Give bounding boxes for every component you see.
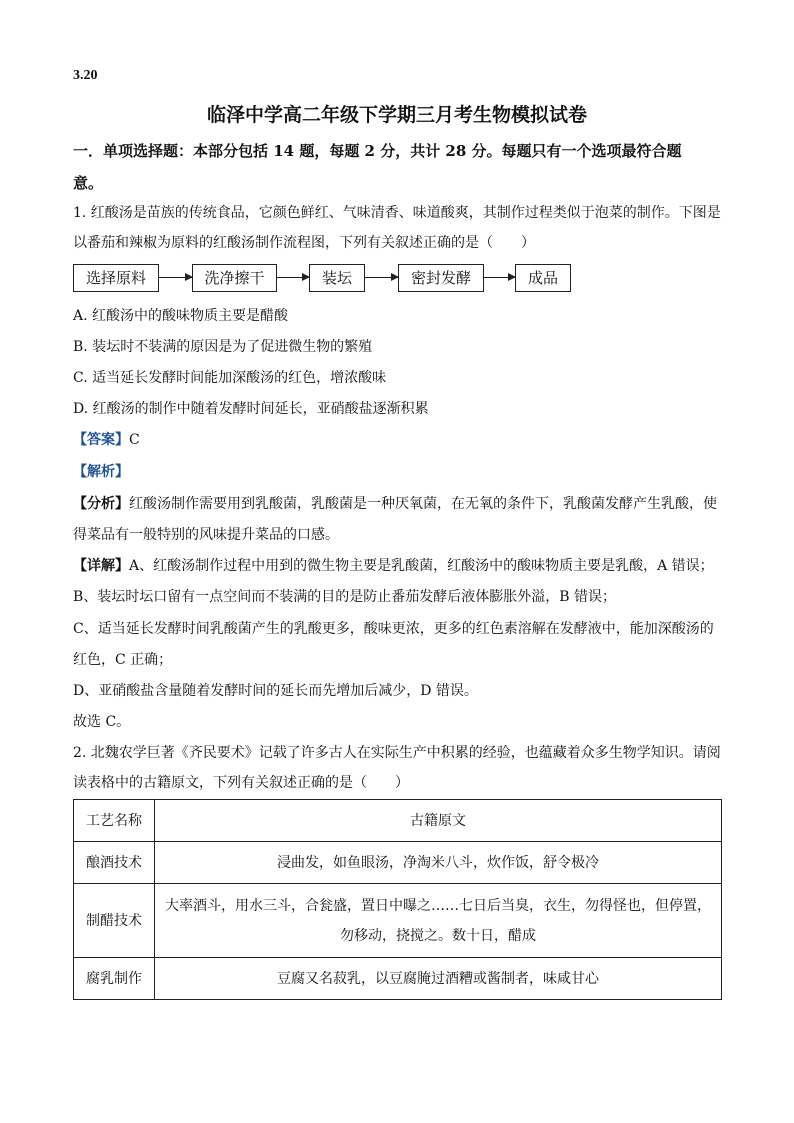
flow-step-jar: 装坛 (309, 264, 365, 292)
flow-arrow-icon (159, 277, 192, 278)
q1-option-d: D. 红酸汤的制作中随着发酵时间延长，亚硝酸盐逐渐积累 (73, 401, 429, 417)
flow-step-product: 成品 (515, 264, 571, 292)
q1-fenxi-line2: 得菜品有一般特别的风味提升菜品的口感。 (73, 527, 339, 543)
q1-fenxi-line1 (73, 494, 717, 514)
q1-conclusion: 故选 C。 (73, 714, 131, 730)
q1-option-c: C. 适当延长发酵时间能加深酸汤的红色，增浓酸味 (73, 370, 387, 386)
answer-tag: 【答案】 (73, 432, 129, 448)
table-cell-name: 腐乳制作 (74, 958, 155, 1000)
table-cell-text (155, 884, 722, 958)
q1-line-b: B、装坛时坛口留有一点空间而不装满的目的是防止番茄发酵后液体膨胀外溢，B 错误； (73, 589, 617, 605)
q1-xiangjie-line1 (73, 556, 714, 576)
q1-line-d: D、亚硝酸盐含量随着发酵时间的延长而先增加后减少，D 错误。 (73, 683, 478, 699)
table-cell-name: 制醋技术 (74, 884, 155, 958)
analysis-tag: 【解析】 (73, 464, 129, 480)
xiangjie-text: A、红酸汤制作过程中用到的微生物主要是乳酸菌，红酸汤中的酸味物质主要是乳酸，A 错误； (129, 558, 714, 574)
fenxi-text: 红酸汤制作需要用到乳酸菌，乳酸菌是一种厌氧菌，在无氧的条件下，乳酸菌发酵产生乳酸，使 (129, 496, 717, 512)
q2-stem-line1: 2. 北魏农学巨著《齐民要术》记载了许多古人在实际生产中积累的经验，也蕴藏着众多生物学知识。请阅 (73, 745, 721, 761)
table-cell-text: 豆腐又名菽乳，以豆腐腌过酒糟或酱制者，味咸甘心 (155, 958, 722, 1000)
flow-arrow-icon (277, 277, 309, 278)
flow-step-select: 选择原料 (73, 264, 159, 292)
table-header-cell: 工艺名称 (74, 800, 155, 842)
q1-line-c2: 红色，C 正确； (73, 652, 173, 668)
table-cell-text-line1: 大率酒斗，用水三斗，合瓮盛，置日中曝之……七日后当臭，衣生，勿得怪也，但停置， (165, 897, 711, 914)
answer-value: C (129, 432, 140, 448)
flow-arrow-icon (365, 277, 398, 278)
q1-option-a: A. 红酸汤中的酸味物质主要是醋酸 (73, 308, 289, 324)
flow-arrow-icon (484, 277, 515, 278)
section-heading-line1: 一．单项选择题：本部分包括 14 题，每题 2 分，共计 28 分。每题只有一个选项最符合题 (73, 142, 682, 160)
ancient-text-table (73, 799, 722, 1000)
page-title: 临泽中学高二年级下学期三月考生物模拟试卷 (206, 104, 587, 126)
table-cell-text: 浸曲发，如鱼眼汤，净淘米八斗，炊作饭，舒令极冷 (155, 842, 722, 884)
section-heading-line2: 意。 (73, 174, 104, 192)
q1-stem-line1: 1. 红酸汤是苗族的传统食品，它颜色鲜红、气味清香、味道酸爽，其制作过程类似于泡菜的制作。下图是 (73, 205, 721, 221)
table-header-cell: 古籍原文 (155, 800, 722, 842)
table-row (74, 884, 722, 958)
table-cell-name: 酿酒技术 (74, 842, 155, 884)
table-row (74, 958, 722, 1000)
q1-line-c1: C、适当延长发酵时间乳酸菌产生的乳酸更多，酸味更浓，更多的红色素溶解在发酵液中，能加深酸汤的 (73, 621, 714, 637)
table-cell-text-line2: 勿移动，挠搅之。数十日，醋成 (340, 927, 536, 944)
q1-answer (73, 430, 140, 450)
flow-step-wash: 洗净擦干 (192, 264, 277, 292)
flow-step-ferment: 密封发酵 (398, 264, 484, 292)
table-row (74, 842, 722, 884)
q1-analysis-tag (73, 462, 129, 482)
q1-stem-line2: 以番茄和辣椒为原料的红酸汤制作流程图，下列有关叙述正确的是（ ） (73, 235, 535, 251)
xiangjie-tag: 【详解】 (73, 558, 129, 574)
q1-option-b: B. 装坛时不装满的原因是为了促进微生物的繁殖 (73, 339, 373, 355)
fenxi-tag: 【分析】 (73, 496, 129, 512)
table-header-row (74, 800, 722, 842)
date-label: 3.20 (73, 68, 98, 83)
q2-stem-line2: 读表格中的古籍原文，下列有关叙述正确的是（ ） (73, 775, 409, 791)
